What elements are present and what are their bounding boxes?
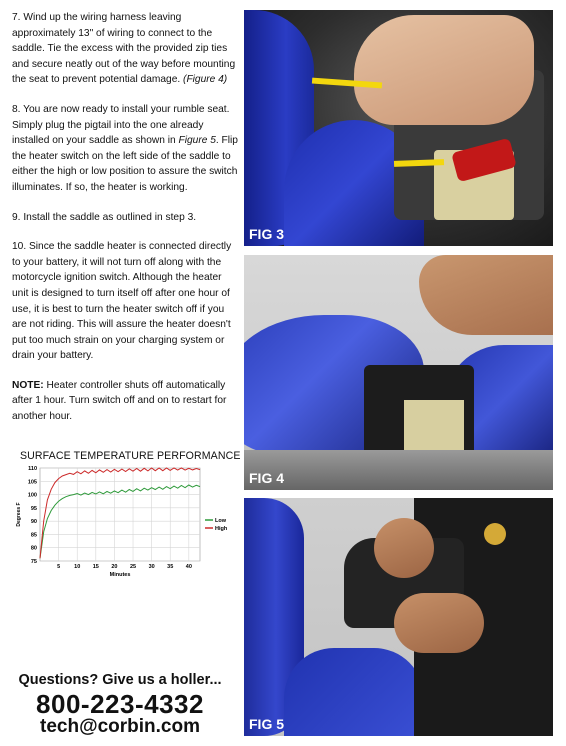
y-tick-label: 95 <box>30 505 37 512</box>
note-text: Heater controller shuts off automatically after 1 hour. Turn switch off and on to restart for another hour. <box>12 379 227 423</box>
note-label: NOTE: <box>12 379 44 391</box>
figure-3-photo <box>244 10 553 246</box>
note <box>12 378 238 425</box>
y-tick-label: 80 <box>30 545 37 552</box>
figure-5-photo <box>244 498 553 736</box>
y-tick-label: 110 <box>28 466 37 472</box>
step-9-text: 9. Install the saddle as outlined in step 3. <box>12 211 197 223</box>
figure-5-label: FIG 5 <box>249 716 285 732</box>
legend-label-high: High <box>215 526 228 532</box>
chart-title: SURFACE TEMPERATURE PERFORMANCE <box>20 450 241 462</box>
chart-svg <box>12 464 236 590</box>
instructions-column <box>12 10 238 425</box>
step-8 <box>12 102 238 196</box>
x-tick-label: 35 <box>167 564 174 570</box>
questions-heading: Questions? Give us a holler... <box>18 672 222 688</box>
x-axis-label: Minutes <box>109 572 131 578</box>
temperature-chart <box>12 450 241 590</box>
figure-4-photo <box>244 255 553 490</box>
y-tick-label: 75 <box>30 559 37 565</box>
y-tick-label: 105 <box>27 479 37 486</box>
x-tick-label: 40 <box>185 564 192 570</box>
step-7-text: 7. Wind up the wiring harness leaving approximately 13" of wiring to connect to the saddle. Tie the excess with the provided zip ties and secure neatly out of the way before mounting the seat to prevent potential damage. <box>12 12 236 86</box>
email-address[interactable]: tech@corbin.com <box>40 716 200 737</box>
step-7-figure-ref: (Figure 4) <box>183 74 228 86</box>
step-10 <box>12 239 238 364</box>
step-10-text: 10. Since the saddle heater is connected directly to your battery, it will not turn off along with the motorcycle ignition switch. Although the heater unit is designed to turn itself off after one hour of use, it is best to turn the heater switch off if you are not riding. This will assure the heater doesn't put too much strain on your charging system or drain your battery. <box>12 241 232 362</box>
step-8-text: 8. You are now ready to install your rumble seat. Simply plug the pigtail into the one already installed on your saddle as shown in <box>12 103 230 147</box>
step-9 <box>12 210 238 226</box>
step-8-figure-ref: Figure 5 <box>178 135 216 147</box>
step-8-tail: . Flip the heater switch on the left side of the saddle to either the high or low position to assure the switch illuminates. If so, the heater is working. <box>12 135 238 193</box>
legend-label-low: Low <box>215 518 226 524</box>
y-tick-label: 100 <box>27 492 37 499</box>
figure-3-label: FIG 3 <box>249 226 285 242</box>
phone-number[interactable]: 800-223-4332 <box>36 689 204 719</box>
figure-4-label: FIG 4 <box>249 470 285 486</box>
step-7 <box>12 10 238 88</box>
plot-area <box>40 468 200 561</box>
x-tick-label: 5 <box>57 564 61 570</box>
x-tick-label: 25 <box>129 564 137 570</box>
x-tick-label: 15 <box>92 564 99 570</box>
y-tick-label: 85 <box>30 532 37 539</box>
x-tick-label: 30 <box>148 564 155 570</box>
y-tick-label: 90 <box>30 519 37 526</box>
x-tick-label: 20 <box>111 564 118 570</box>
x-tick-label: 10 <box>74 564 81 570</box>
y-axis-label: Degrees F <box>16 502 22 527</box>
